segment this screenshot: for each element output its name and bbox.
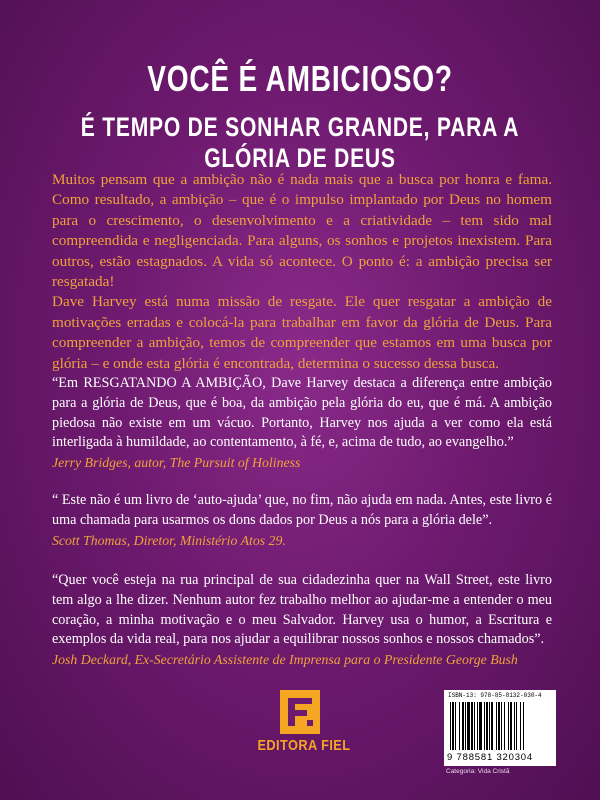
- blurb: [52, 170, 552, 374]
- endorsement-quote: [52, 374, 552, 473]
- quote-text: “ Este não é um livro de ‘auto-ajuda’ que, no fim, não ajuda em nada. Antes, este livro é uma chamada para usarmos os dons dados por Deus a nós para a glória dele”.: [52, 492, 552, 528]
- endorsement-quote: [52, 491, 552, 550]
- publisher-logo: [250, 690, 350, 754]
- isbn-label: ISBN-13: 978-85-8132-030-4: [448, 692, 542, 699]
- category-label: Categoria: Vida Cristã: [446, 768, 510, 775]
- headline-subtitle: É TEMPO DE SONHAR GRANDE, PARA A GLÓRIA DE DEUS: [80, 112, 520, 173]
- quote-attribution: Scott Thomas, Diretor, Ministério Atos 29.: [52, 532, 286, 548]
- publisher-logo-icon: [280, 690, 320, 734]
- publisher-name: EDITORA FIEL: [257, 737, 351, 754]
- barcode-stripe: [523, 702, 524, 750]
- endorsement-quote: [52, 571, 552, 670]
- quote-attribution: Josh Deckard, Ex-Secretário Assistente de Imprensa para o Presidente George Bush: [52, 652, 518, 668]
- blurb-paragraph: Dave Harvey está numa missão de resgate. Ele quer resgatar a ambição de motivações erradas e colocá-la para trabalhar em favor da glória de Deus. Para compreender a ambição, temos de compreender que estamos em uma busca por glória – e onde esta glória é encontrada, determina o sucesso dessa busca.: [52, 293, 552, 372]
- barcode: [444, 690, 556, 766]
- blurb-paragraph: Muitos pensam que a ambição não é nada mais que a busca por honra e fama. Como resultado, a ambição – que é o impulso implantado por Deus no homem para o crescimento, o desenvolvimento e a criatividade – tem sido mal compreendida e negligenciada. Para alguns, os sonhos e projetos inexistem. Para outros, estão estagnados. A vida só acontece. O ponto é: a ambição precisa ser resgatada!: [52, 171, 552, 291]
- barcode-bars: [450, 702, 550, 750]
- barcode-number: 9 788581 320304: [447, 752, 533, 763]
- quote-text: “Em RESGATANDO A AMBIÇÃO, Dave Harvey destaca a diferença entre ambição para a glória de Deus, que é boa, da ambição pela glória do eu, que é má. A ambição piedosa não existe em um vácuo. Portanto, Harvey nos ajuda a ver como ela está interligada à humildade, ao contentamento, à fé, e, acima de tudo, ao evangelho.”: [52, 375, 552, 451]
- quote-text: “Quer você esteja na rua principal de sua cidadezinha quer na Wall Street, este livro tem algo a lhe dizer. Nenhum autor fez trabalho melhor ao ajudar-me a entender o meu coração, a minha motivação e o meu Salvador. Harvey usa o humor, a Escritura e exemplos da vida real, para nos ajudar a equilibrar nossos sonhos e nossos chamados”.: [52, 572, 552, 648]
- quote-attribution: Jerry Bridges, autor, The Pursuit of Holiness: [52, 455, 301, 471]
- headline-title: VOCÊ É AMBICIOSO?: [147, 58, 453, 99]
